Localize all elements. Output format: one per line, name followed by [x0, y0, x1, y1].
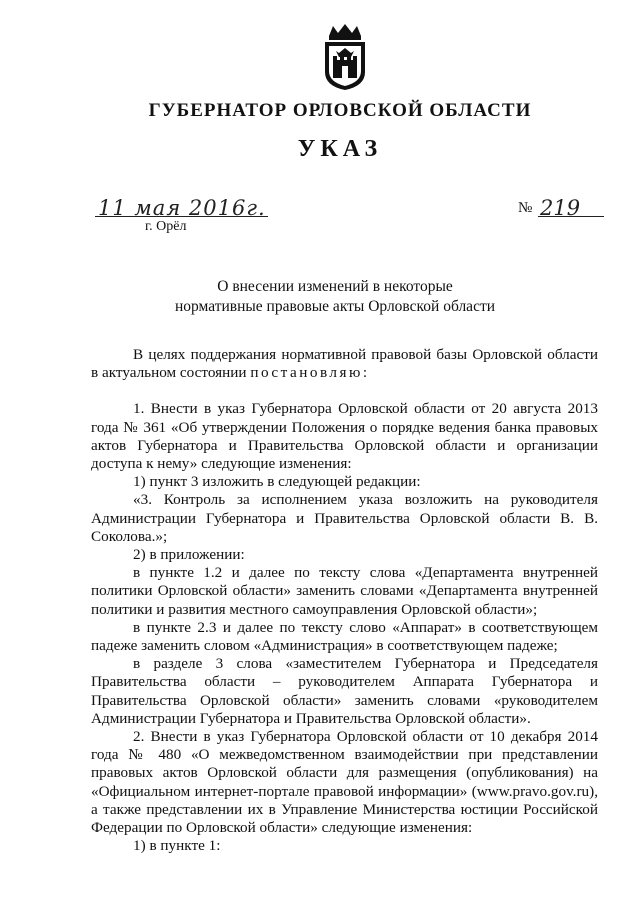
- intro-colon: :: [362, 364, 368, 382]
- paragraph-1-item-1-text: «3. Контроль за исполнением указа возложить на руководителя Администрации Губернатора и Правительства Орловской области В. В. Соколова.»;: [91, 491, 598, 545]
- paragraph-2-item-1: 1) в пункте 1:: [133, 837, 221, 855]
- number-underline: [538, 216, 604, 217]
- intro-spaced-word: постановляю: [250, 364, 363, 382]
- paragraph-1: 1. Внести в указ Губернатора Орловской области от 20 августа 2013 года № 361 «Об утверждении Положения о порядке ведения банка правовых актов Губернатора и Правительства Орловской области и организации доступа к нему» следующие изменения:: [91, 400, 598, 473]
- paragraph-1-item-2-c: в разделе 3 слова «заместителем Губернатора и Председателя Правительства области – руководителем Аппарата Губернатора и Правительства Орловской области» заменить словами «руководителем Администрации Губернатора и Правительства Орловской области».: [91, 655, 598, 727]
- document-number: 219: [540, 196, 581, 220]
- title-line-1: О внесении изменений в некоторые: [217, 278, 453, 295]
- intro-paragraph: [91, 346, 598, 382]
- paragraph-2: 2. Внести в указ Губернатора Орловской области от 10 декабря 2014 года № 480 «О межведомственном взаимодействии при представлении правовых актов Орловской области для размещения (опубликования) на «Официальном интернет-портале правовой информации» (www.pravo.gov.ru), а также представлении их в Управление Министерства юстиции Российской Федерации по Орловской области» следующие изменения:: [91, 728, 598, 837]
- title-line-2: нормативные правовые акты Орловской области: [174, 298, 496, 315]
- paragraph-1-item-2-b: в пункте 2.3 и далее по тексту слово «Аппарат» в соответствующем падеже заменить словом «Администрация» в соответствующем падеже;: [91, 618, 598, 655]
- document-type: УКАЗ: [297, 136, 383, 162]
- org-title: ГУБЕРНАТОР ОРЛОВСКОЙ ОБЛАСТИ: [148, 100, 532, 121]
- date-underline: [95, 216, 268, 217]
- city: г. Орёл: [145, 219, 187, 234]
- paragraph-1-item-2-a: в пункте 1.2 и далее по тексту слова «Департамента внутренней политики Орловской области» заменить словами «Департамента внутренней политики и развития местного самоуправления Орловской области»;: [91, 564, 598, 618]
- number-label: №: [518, 200, 533, 216]
- paragraph-1-item-2: 2) в приложении:: [133, 546, 245, 564]
- document-title: [0, 277, 640, 317]
- intro-text: В целях поддержания нормативной правовой базы Орловской области в актуальном состоянии: [91, 346, 598, 382]
- document-date: 11 мая 2016г.: [98, 196, 266, 220]
- document-body: [91, 346, 598, 855]
- paragraph-1-item-1: 1) пункт 3 изложить в следующей редакции:: [133, 473, 421, 491]
- coat-of-arms-icon: [319, 22, 371, 92]
